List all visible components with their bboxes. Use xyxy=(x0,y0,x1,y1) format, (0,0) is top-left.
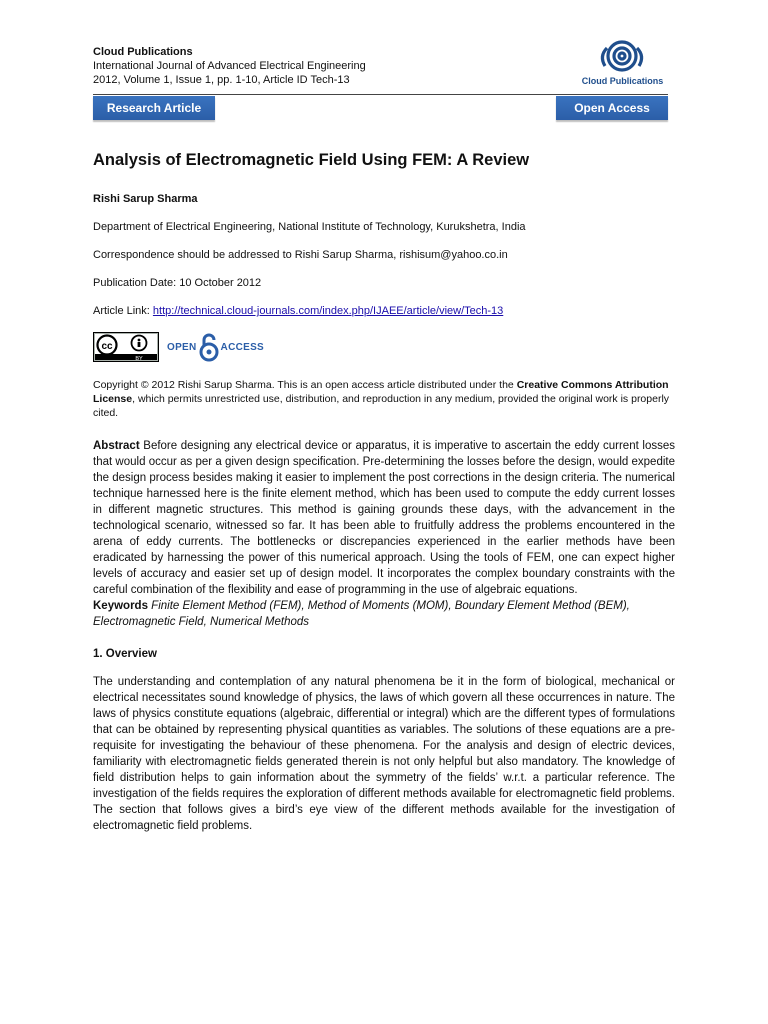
license-name: Creative Commons Attribution License xyxy=(93,379,669,405)
abstract xyxy=(93,438,675,598)
keywords xyxy=(93,598,675,630)
logo-text: Cloud Publications xyxy=(581,76,664,86)
cloud-publications-logo xyxy=(575,36,670,90)
research-article-banner: Research Article xyxy=(93,96,215,120)
oa-access-text: ACCESS xyxy=(220,341,265,353)
copyright-notice xyxy=(93,378,675,420)
cc-by-text: BY xyxy=(135,356,143,362)
overview-paragraph: The understanding and contemplation of any natural phenomena be it in the form of biological, mechanical or electrical necessitates sound knowledge of physics, the laws of which govern all these occurrences in nature. The laws of physics constitute equations (algebraic, differential or integral) which are the different types of formulations that can be obtained by representing physical quantities as variables. The solutions of these equations are a pre-requisite for investigating the behaviour of these phenomena. For the analysis and design of electric devices, familiarity with electromagnetic fields generated therein is not only helpful but also mandatory. The knowledge of field distribution helps to gain information about the symmetry of the fields’ w.r.t. a particular reference. The investigation of the fields requires the exploration of different methods available for electromagnetic field problems. The section that follows gives a bird’s eye view of the different methods available for the investigation of electromagnetic field problems. xyxy=(93,676,675,832)
issue-line: 2012, Volume 1, Issue 1, pp. 1-10, Article ID Tech-13 xyxy=(93,74,350,86)
open-access-badge xyxy=(167,332,264,362)
cloud-swirl-icon xyxy=(575,36,670,76)
journal-name: International Journal of Advanced Electrical Engineering xyxy=(93,60,366,72)
open-lock-icon xyxy=(197,332,221,362)
article-title: Analysis of Electromagnetic Field Using FEM: A Review xyxy=(93,151,530,169)
oa-open-text: OPEN xyxy=(167,341,197,353)
copyright-text-2: , which permits unrestricted use, distribution, and reproduction in any medium, provided the original work is properly cited. xyxy=(93,393,670,419)
abstract-text: Before designing any electrical device or apparatus, it is imperative to ascertain the eddy current losses that would occur as per a given design specification. Pre-determining the losses before the design, would expedite the design process besides making it easier to implement the post corrections in the design criteria. The numerical technique harnessed here is the finite element method, which has been used to compute the eddy current losses in different magnetic structures. This method is gaining grounds these days, with the advancement in the technological scenario, witnessed so far. It has been able to fruitfully address the problems encountered in the arena of eddy currents. The bottlenecks or discrepancies experienced in the earlier methods have been eradicated by harnessing the power of this numerical approach. Using the tools of FEM, one can expect higher levels of accuracy and easier set up of design model. It incorporates the complex boundary constraints with the careful combination of the flexibility and ease of programming in the use of algebraic equations. xyxy=(93,440,675,596)
article-link-line xyxy=(93,304,675,318)
keywords-label: Keywords xyxy=(93,600,148,612)
svg-text:cc: cc xyxy=(101,341,113,352)
section-heading: 1. Overview xyxy=(93,648,157,660)
copyright-text-1: Copyright © 2012 Rishi Sarup Sharma. This is an open access article distributed under the xyxy=(93,379,517,391)
article-link[interactable]: http://technical.cloud-journals.com/index.php/IJAEE/article/view/Tech-13 xyxy=(152,305,504,317)
keywords-text: Finite Element Method (FEM), Method of Moments (MOM), Boundary Element Method (BEM), Electromagnetic Field, Numerical Methods xyxy=(93,600,630,628)
cc-by-icon xyxy=(93,332,159,362)
header-divider xyxy=(93,94,668,95)
article-body xyxy=(93,150,675,834)
publisher-name: Cloud Publications xyxy=(93,46,193,58)
author-name: Rishi Sarup Sharma xyxy=(93,193,198,205)
open-access-banner: Open Access xyxy=(556,96,668,120)
license-badges xyxy=(93,332,675,362)
abstract-label: Abstract xyxy=(93,440,140,452)
correspondence: Correspondence should be addressed to Rishi Sarup Sharma, rishisum@yahoo.co.in xyxy=(93,249,508,261)
publication-date: Publication Date: 10 October 2012 xyxy=(93,277,262,289)
article-link-label: Article Link: xyxy=(93,305,153,317)
affiliation: Department of Electrical Engineering, National Institute of Technology, Kurukshetra, India xyxy=(93,221,526,233)
